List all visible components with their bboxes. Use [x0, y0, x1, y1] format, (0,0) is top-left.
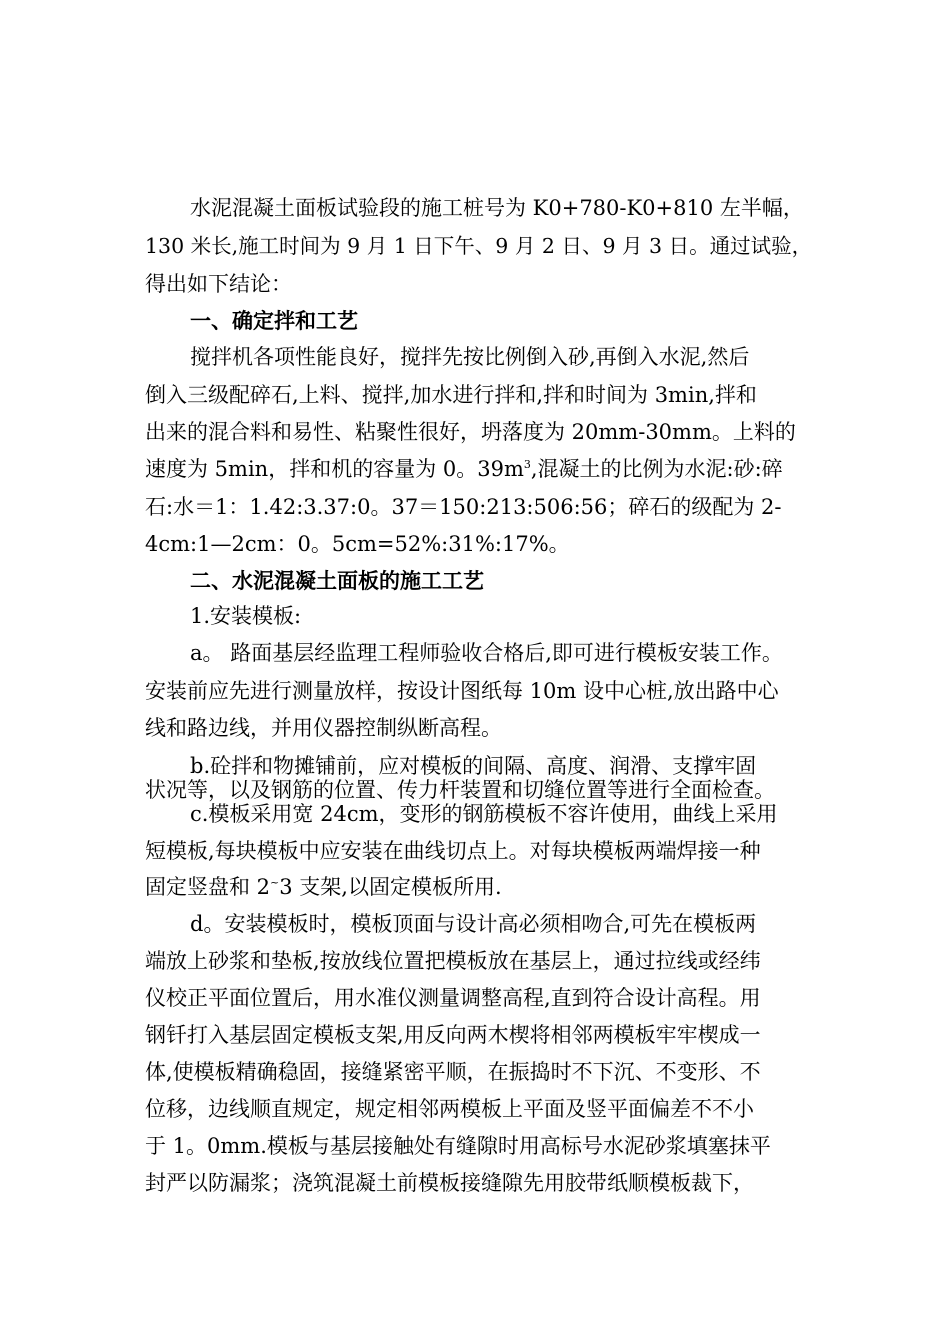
cubic-superscript: 3 — [523, 458, 531, 471]
intro-line-1: 水泥混凝土面板试验段的施工桩号为 K0+780-K0+810 左半幅， — [190, 196, 804, 220]
item-d-line-5: 体,使模板精确稳固，接缝紧密平顺，在振捣时不下沉、不变形、不 — [145, 1060, 761, 1084]
item-c-line-3-a: 固定竖盘和 2 — [145, 875, 271, 899]
item-d-line-3: 仪校正平面位置后，用水准仪测量调整高程,直到符合设计高程。用 — [145, 986, 761, 1010]
item-b-line-1: b.砼拌和物摊铺前，应对模板的间隔、高度、润滑、支撑牢固 — [190, 754, 757, 778]
section2-heading: 二、水泥混凝土面板的施工工艺 — [190, 568, 484, 593]
item-d-line-6: 位移，边线顺直规定，规定相邻两模板上平面及竖平面偏差不不小 — [145, 1097, 754, 1121]
item-d-line-1: d。安装模板时，模板顶面与设计高必须相吻合,可先在模板两 — [190, 912, 757, 936]
section1-line-6: 4cm:1—2cm：0。5cm=52%:31%:17%。 — [145, 532, 570, 556]
item-d-line-7: 于 1。0mm.模板与基层接触处有缝隙时用高标号水泥砂浆填塞抹平 — [145, 1134, 771, 1158]
section1-line-5: 石:水＝1：1.42:3.37:0。37＝150:213:506:56；碎石的级配为 2- — [145, 495, 782, 519]
section1-line-4-a: 速度为 5min，拌和机的容量为 0。39m — [145, 457, 524, 481]
section1-line-2: 倒入三级配碎石,上料、搅拌,加水进行拌和,拌和时间为 3min,拌和 — [145, 383, 757, 407]
intro-line-3: 得出如下结论： — [145, 272, 292, 296]
section1-line-4 — [145, 455, 783, 483]
item-d-line-4: 钢钎打入基层固定模板支架,用反向两木楔将相邻两模板牢牢楔成一 — [145, 1023, 761, 1047]
item-b-line-2: 状况等，以及钢筋的位置、传力杆装置和切缝位置等进行全面检查。 — [145, 778, 775, 802]
item-c-line-2: 短模板,每块模板中应安装在曲线切点上。对每块模板两端焊接一种 — [145, 839, 761, 863]
tilde-superscript: ~ — [270, 876, 280, 889]
section1-line-3: 出来的混合料和易性、粘聚性很好，坍落度为 20mm-30mm。上料的 — [145, 420, 796, 444]
subsection-install-formwork: 1.安装模板: — [190, 604, 302, 628]
item-c-line-3-b: 3 支架,以固定模板所用. — [279, 875, 502, 899]
item-c-line-3 — [145, 873, 502, 901]
item-d-line-2: 端放上砂浆和垫板,按放线位置把模板放在基层上，通过拉线或经纬 — [145, 949, 761, 973]
item-a-line-2: 安装前应先进行测量放样，按设计图纸每 10m 设中心桩,放出路中心 — [145, 679, 779, 703]
section1-line-4-b: ,混凝土的比例为水泥:砂:碎 — [530, 457, 783, 481]
item-d-line-8: 封严以防漏浆；浇筑混凝土前模板接缝隙先用胶带纸顺模板裁下， — [145, 1171, 754, 1195]
section1-line-1: 搅拌机各项性能良好，搅拌先按比例倒入砂,再倒入水泥,然后 — [190, 345, 750, 369]
intro-line-2: 130 米长,施工时间为 9 月 1 日下午、9 月 2 日、9 月 3 日。通过试验， — [145, 234, 813, 258]
section1-heading: 一、确定拌和工艺 — [190, 308, 358, 333]
item-c-line-1: c.模板采用宽 24cm，变形的钢筋模板不容许使用，曲线上采用 — [190, 802, 778, 826]
item-a-line-3: 线和路边线，并用仪器控制纵断高程。 — [145, 716, 502, 740]
item-a-line-1: a。 路面基层经监理工程师验收合格后,即可进行模板安装工作。 — [190, 641, 783, 665]
